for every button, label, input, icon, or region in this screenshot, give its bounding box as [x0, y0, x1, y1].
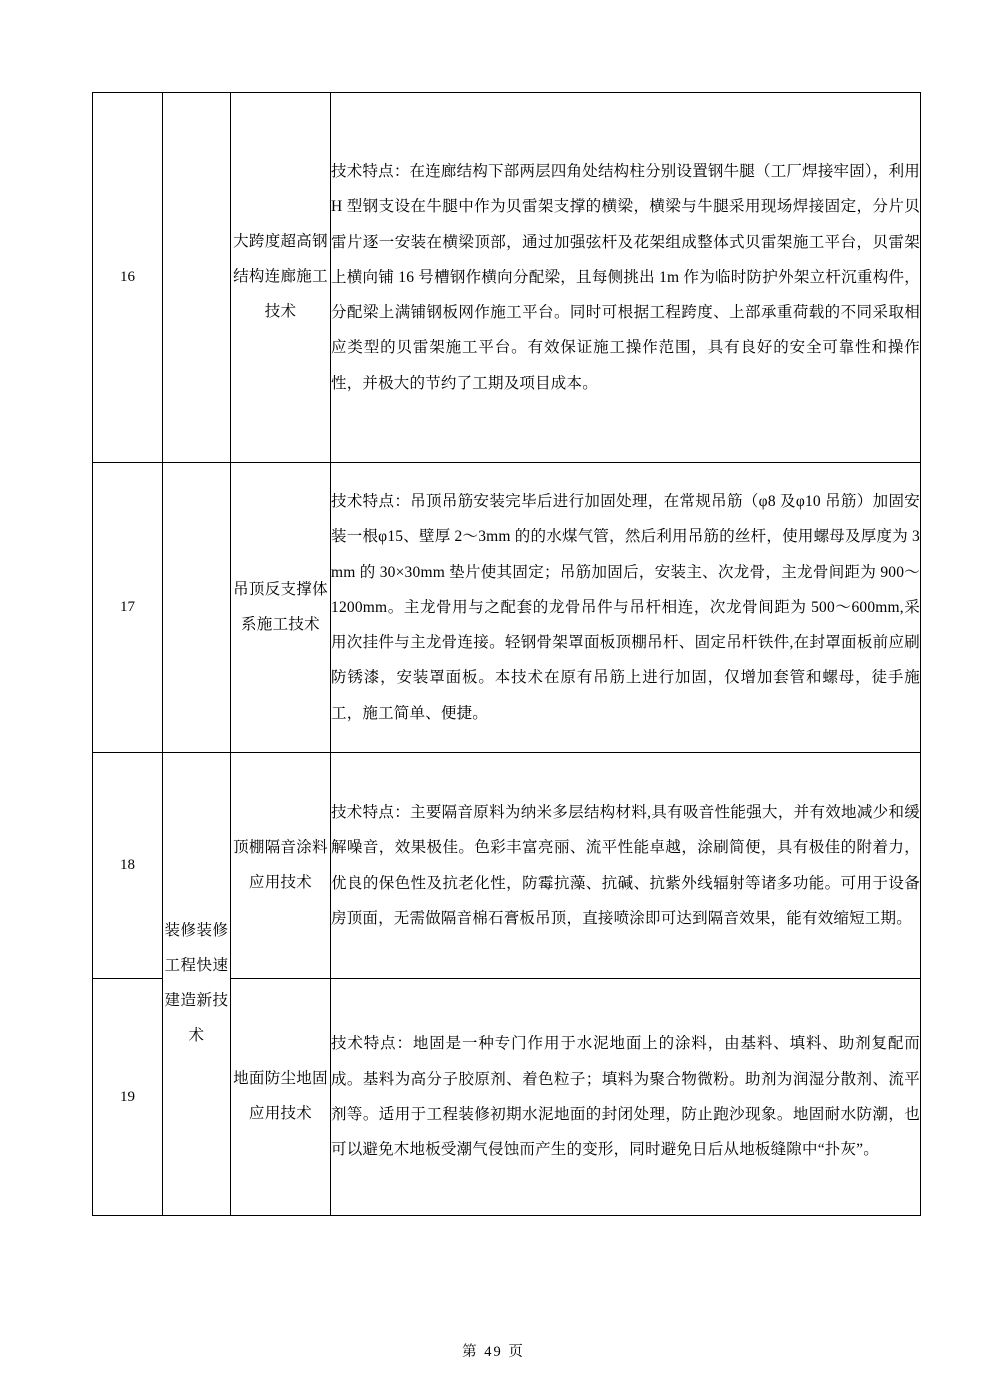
row-index-cell: 18 [93, 753, 163, 979]
row-index-cell: 17 [93, 463, 163, 753]
row-description-cell: 技术特点：主要隔音原料为纳米多层结构材料,具有吸音性能强大，并有效地减少和缓解噪音，效果极佳。色彩丰富亮丽、流平性能卓越，涂刷简便，具有极佳的附着力，优良的保色性及抗老化性，防霉抗藻、抗碱、抗紫外线辐射等诸多功能。可用于设备房顶面，无需做隔音棉石膏板吊顶，直接喷涂即可达到隔音效果，能有效缩短工期。 [331, 753, 921, 979]
table-row [93, 463, 921, 753]
technology-table [92, 92, 921, 1216]
row-category-cell [163, 93, 231, 463]
row-description-cell: 技术特点：吊顶吊筋安装完毕后进行加固处理，在常规吊筋（φ8 及φ10 吊筋）加固安装一根φ15、壁厚 2～3mm 的的水煤气管，然后利用吊筋的丝杆，使用螺母及厚度为 3mm 的 30×30mm 垫片使其固定；吊筋加固后，安装主、次龙骨，主龙骨间距为 900～1200mm。主龙骨用与之配套的龙骨吊件与吊杆相连，次龙骨间距为 500～600mm,采用次挂件与主龙骨连接。轻钢骨架罩面板顶棚吊杆、固定吊杆铁件,在封罩面板前应刷防锈漆，安装罩面板。本技术在原有吊筋上进行加固，仅增加套管和螺母，徒手施工，施工简单、便捷。 [331, 463, 921, 753]
row-name-cell: 吊顶反支撑体系施工技术 [231, 463, 331, 753]
row-index-cell: 16 [93, 93, 163, 463]
row-category-cell-merged: 装修装修工程快速建造新技术 [163, 753, 231, 1216]
page-footer: 第 49 页 [462, 1344, 525, 1360]
row-name-cell: 地面防尘地固应用技术 [231, 979, 331, 1216]
row-name-cell: 顶棚隔音涂料应用技术 [231, 753, 331, 979]
row-description-cell: 技术特点：地固是一种专门作用于水泥地面上的涂料，由基料、填料、助剂复配而成。基料为高分子胶原剂、着色粒子；填料为聚合物微粉。助剂为润湿分散剂、流平剂等。适用于工程装修初期水泥地面的封闭处理，防止跑沙现象。地固耐水防潮，也可以避免木地板受潮气侵蚀而产生的变形，同时避免日后从地板缝隙中“扑灰”。 [331, 979, 921, 1216]
row-name-cell: 大跨度超高钢结构连廊施工技术 [231, 93, 331, 463]
row-category-cell [163, 463, 231, 753]
row-index-cell: 19 [93, 979, 163, 1216]
table-row [93, 93, 921, 463]
row-description-cell: 技术特点：在连廊结构下部两层四角处结构柱分别设置钢牛腿（工厂焊接牢固），利用 H 型钢支设在牛腿中作为贝雷架支撑的横梁，横梁与牛腿采用现场焊接固定，分片贝雷片逐一安装在横梁顶部，通过加强弦杆及花架组成整体式贝雷架施工平台，贝雷架上横向铺 16 号槽钢作横向分配梁，且每侧挑出 1m 作为临时防护外架立杆沉重构件，分配梁上满铺钢板网作施工平台。同时可根据工程跨度、上部承重荷载的不同采取相应类型的贝雷架施工平台。有效保证施工操作范围，具有良好的安全可靠性和操作性，并极大的节约了工期及项目成本。 [331, 93, 921, 463]
table-row [93, 753, 921, 979]
